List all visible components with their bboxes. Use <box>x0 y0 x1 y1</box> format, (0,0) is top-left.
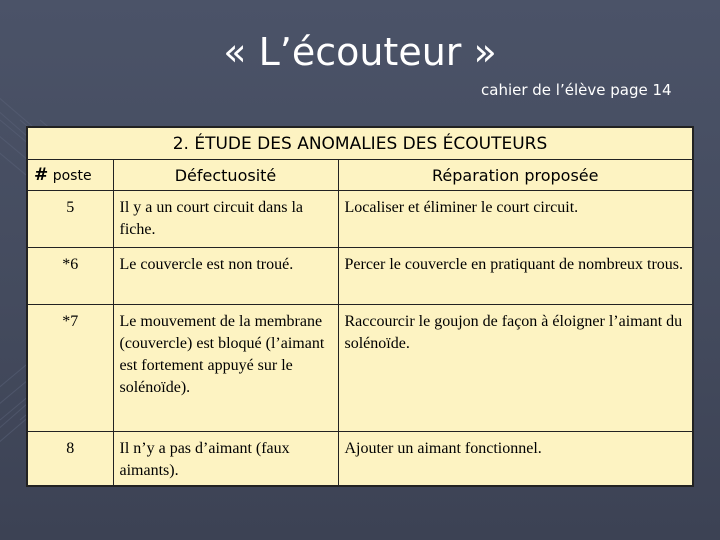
header-poste-hash: # <box>34 165 49 185</box>
row-defect: Le couvercle est non troué. <box>113 248 338 305</box>
row-poste: *6 <box>28 248 113 305</box>
row-repair: Percer le couvercle en pratiquant de nombreux trous. <box>338 248 692 305</box>
header-poste <box>28 160 113 191</box>
row-poste: 5 <box>28 191 113 248</box>
header-repair: Réparation proposée <box>338 160 692 191</box>
row-poste: *7 <box>28 305 113 432</box>
header-poste-label: poste <box>52 168 92 184</box>
table-row <box>28 191 692 248</box>
slide-title: « L’écouteur » <box>223 30 497 74</box>
section-title: 2. ÉTUDE DES ANOMALIES DES ÉCOUTEURS <box>28 128 692 160</box>
slide-subtitle: cahier de l’élève page 14 <box>481 81 672 99</box>
row-repair: Ajouter un aimant fonctionnel. <box>338 432 692 487</box>
row-defect: Il n’y a pas d’aimant (faux aimants). <box>113 432 338 487</box>
table-row <box>28 248 692 305</box>
anomalies-grid <box>28 160 692 486</box>
row-defect: Le mouvement de la membrane (couvercle) est bloqué (l’aimant est fortement appuyé sur le solénoïde). <box>113 305 338 432</box>
row-repair: Localiser et éliminer le court circuit. <box>338 191 692 248</box>
table-row <box>28 305 692 432</box>
row-poste: 8 <box>28 432 113 487</box>
row-repair: Raccourcir le goujon de façon à éloigner l’aimant du solénoïde. <box>338 305 692 432</box>
row-defect: Il y a un court circuit dans la fiche. <box>113 191 338 248</box>
header-defect: Défectuosité <box>113 160 338 191</box>
table-row <box>28 432 692 487</box>
anomalies-table <box>26 126 694 487</box>
header-row <box>28 160 692 191</box>
